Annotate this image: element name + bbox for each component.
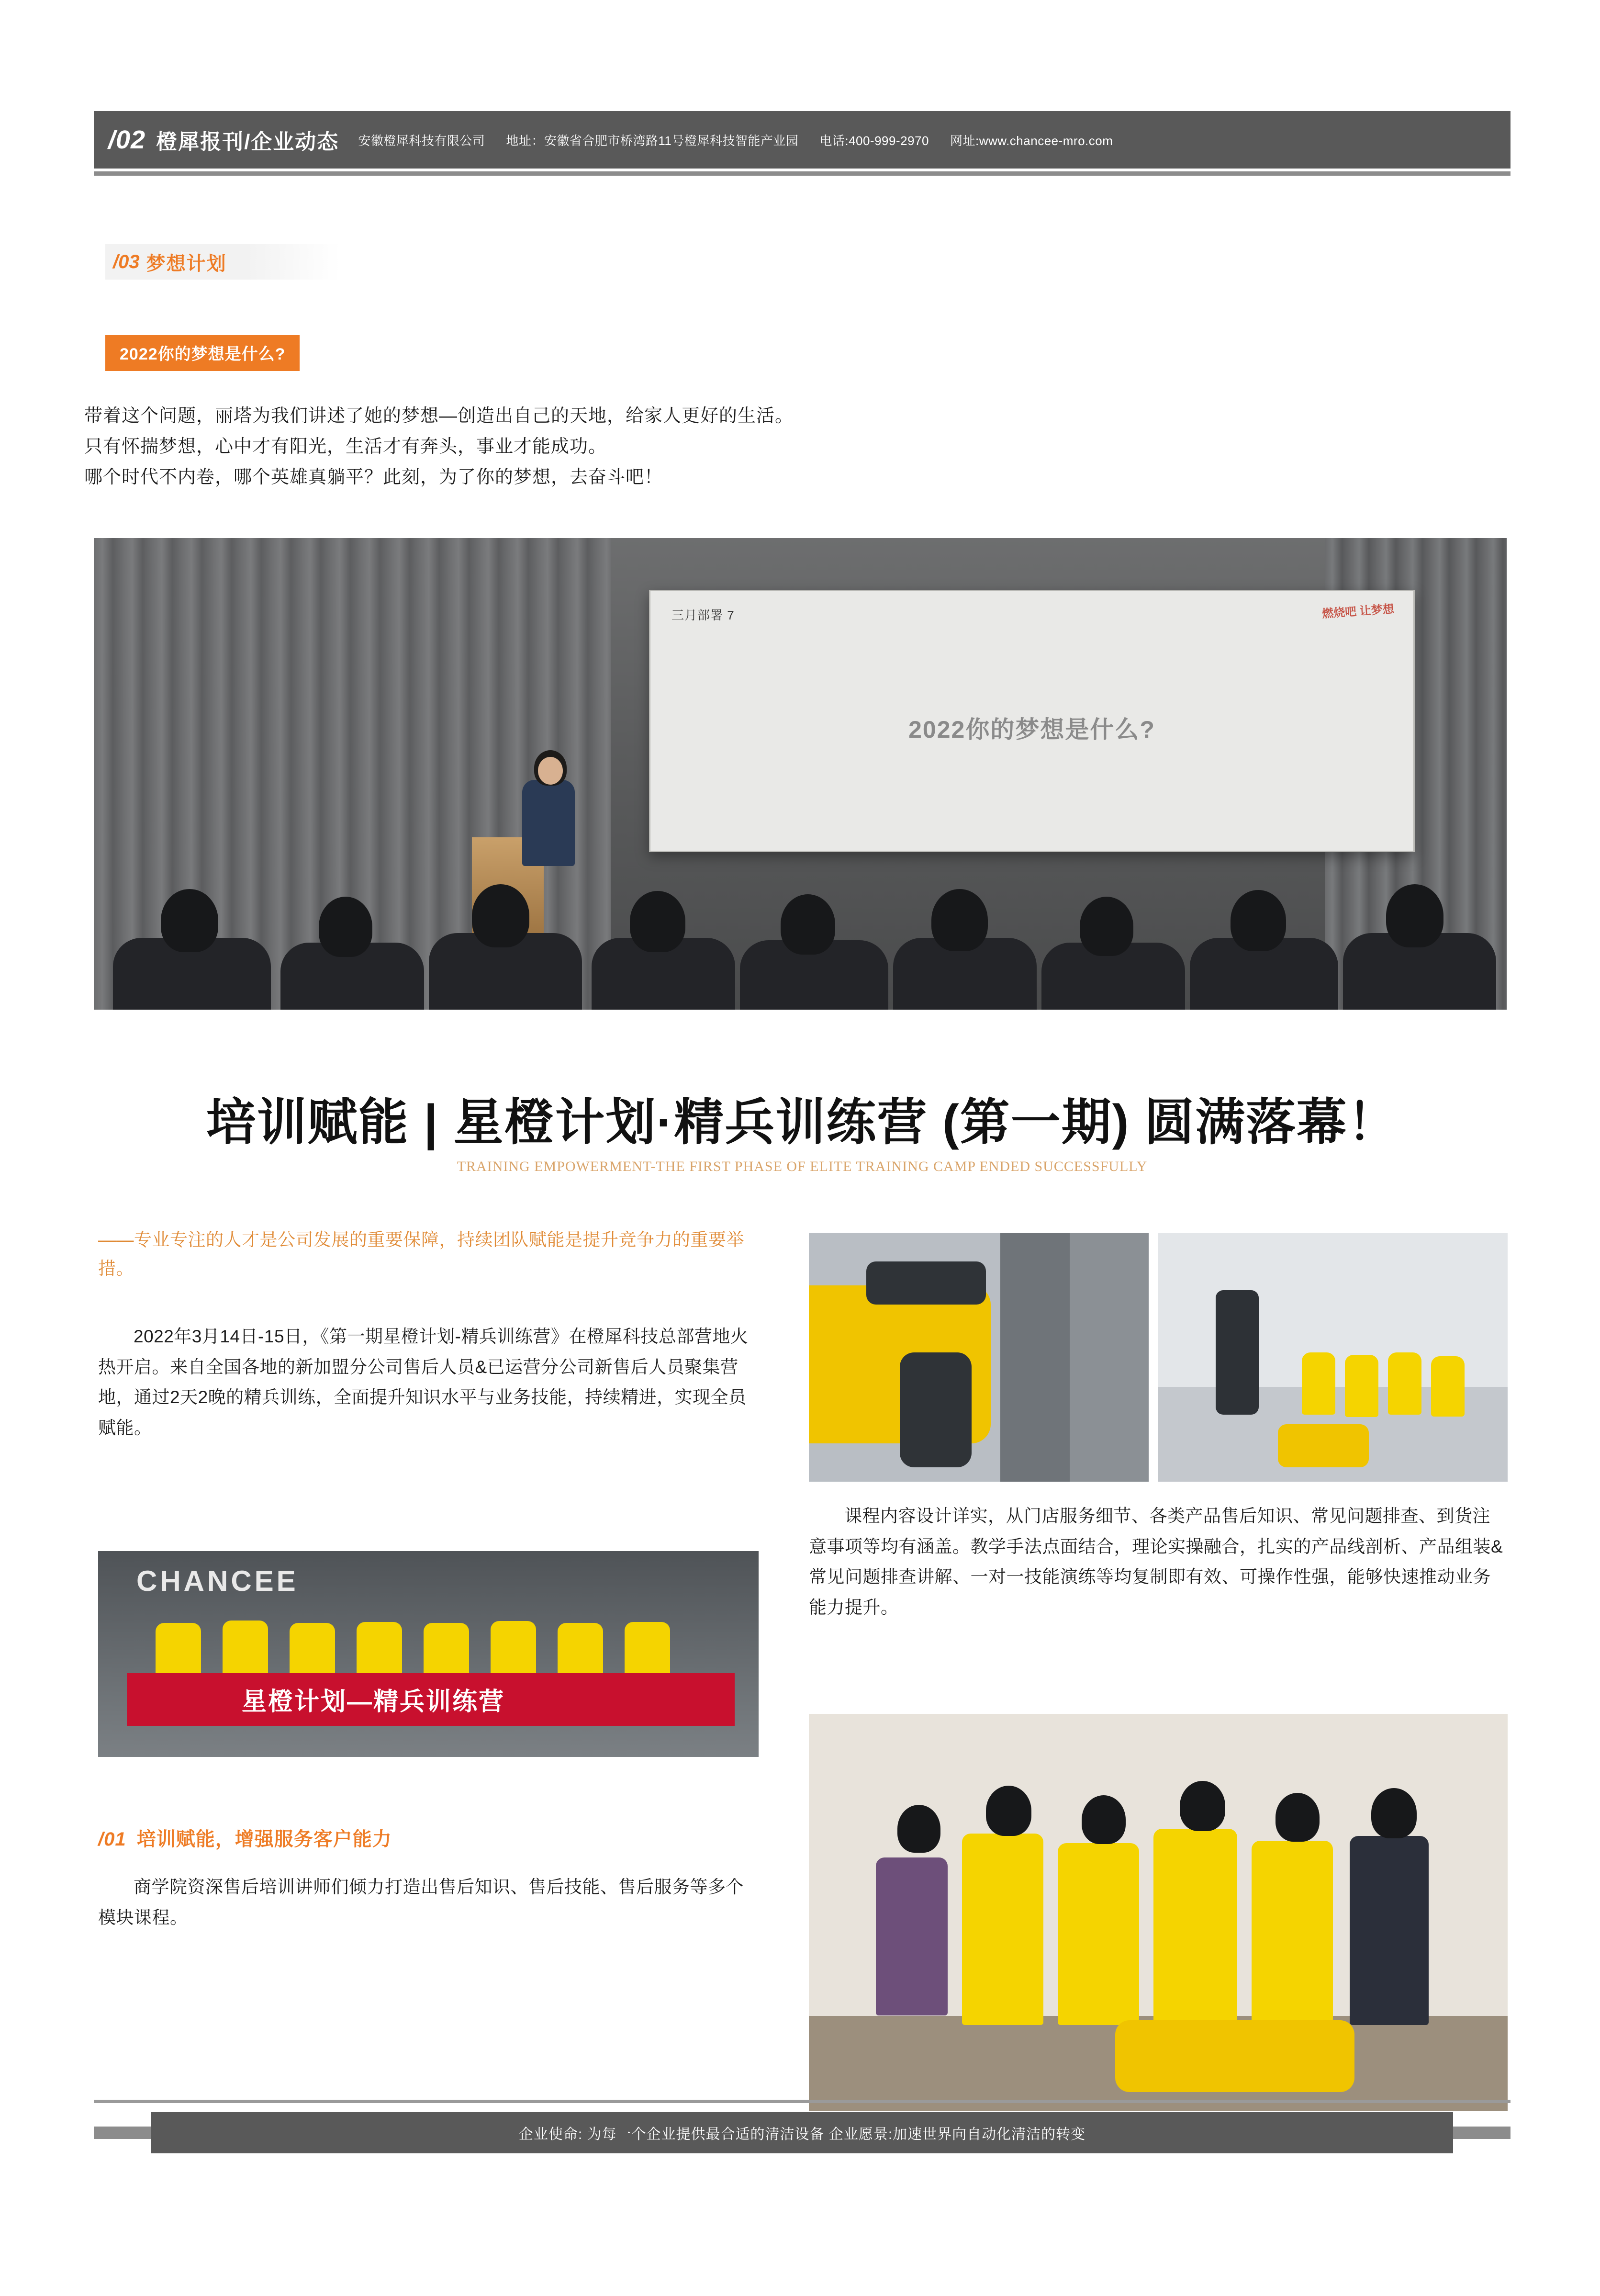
feature-right-paragraph: 课程内容设计详实，从门店服务细节、各类产品售后知识、常见问题排查、到货注意事项等均有涵盖。教学手法点面结合，理论实操融合，扎实的产品线剖析、产品组装&常见问题排查讲解、一对一技能演练等均复制即有效、可操作性强，能够快速推动业务能力提升。 xyxy=(809,1506,1503,1617)
page-footer xyxy=(94,2112,1510,2153)
hero-speaker-head xyxy=(538,757,563,785)
feature-left-paragraph-2: 商学院资深售后培训讲师们倾力打造出售后知识、售后技能、售后服务等多个模块课程。 xyxy=(98,1877,744,1927)
hero-screen-header-text: 三月部署 7 xyxy=(671,608,735,622)
feature-subhead-number: /01 xyxy=(98,1829,126,1850)
header-website: 网址:www.chancee-mro.com xyxy=(950,133,1113,148)
hero-screen-title-text: 2022你的梦想是什么? xyxy=(908,716,1155,743)
section-paragraph-line-1: 带着这个问题，丽塔为我们讲述了她的梦想—创造出自己的天地，给家人更好的生活。 xyxy=(84,406,794,426)
header-meta xyxy=(358,131,1113,149)
hero-photo xyxy=(94,538,1507,1010)
photo-room xyxy=(1158,1233,1508,1482)
hero-screen-logo-text: 燃烧吧 让梦想 xyxy=(1321,602,1395,621)
header-title: 橙犀报刊/企业动态 xyxy=(156,130,339,154)
footer-cap-left xyxy=(94,2127,151,2139)
page-header xyxy=(94,111,1510,169)
section-label: 梦想计划 xyxy=(146,253,227,274)
section-paragraph-line-3: 哪个时代不内卷，哪个英雄真躺平？此刻，为了你的梦想，去奋斗吧！ xyxy=(84,467,663,487)
header-company: 安徽橙犀科技有限公司 xyxy=(358,133,485,148)
photo-banner: CHANCEE 星橙计划—精兵训练营 xyxy=(98,1551,759,1757)
hero-speaker-body xyxy=(522,780,575,866)
header-address: 地址：安徽省合肥市桥湾路11号橙犀科技智能产业园 xyxy=(506,133,799,148)
feature-subhead-label: 培训赋能，增强服务客户能力 xyxy=(136,1829,392,1850)
header-rule xyxy=(94,171,1510,176)
section-tag xyxy=(105,244,340,280)
section-pill: 2022你的梦想是什么? xyxy=(105,335,300,371)
footer-rule xyxy=(94,2100,1510,2103)
feature-lead: ——专业专注的人才是公司发展的重要保障，持续团队赋能是提升竞争力的重要举措。 xyxy=(98,1230,744,1278)
feature-subtitle: TRAINING EMPOWERMENT-THE FIRST PHASE OF ELITE TRAINING CAMP ENDED SUCCESSFULLY xyxy=(457,1159,1148,1174)
hero-audience xyxy=(94,880,1507,1010)
feature-left-paragraph: 2022年3月14日-15日，《第一期星橙计划-精兵训练营》在橙犀科技总部营地火热开启。来自全国各地的新加盟分公司售后人员&已运营分公司新售后人员聚集营地，通过2天2晚的精兵训练，全面提升知识水平与业务技能，持续精进，实现全员赋能。 xyxy=(98,1327,749,1438)
feature-subhead xyxy=(98,1824,392,1851)
header-page-number: /02 xyxy=(108,125,146,154)
footer-cap-right xyxy=(1453,2127,1510,2139)
header-bar xyxy=(94,111,1510,169)
section-paragraph-line-2: 只有怀揣梦想，心中才有阳光，生活才有奔头，事业才能成功。 xyxy=(84,436,607,457)
section-paragraph xyxy=(84,401,1501,493)
footer-text: 企业使命: 为每一个企业提供最合适的清洁设备 企业愿景:加速世界向自动化清洁的转变 xyxy=(151,2112,1453,2153)
header-phone: 电话:400-999-2970 xyxy=(819,133,929,148)
hero-projection-screen xyxy=(649,590,1415,852)
section-number: /03 xyxy=(113,251,140,272)
photo-machine xyxy=(809,1233,1149,1482)
photo-group xyxy=(809,1714,1508,2111)
feature-title: 培训赋能 | 星橙计划·精兵训练营 (第一期) 圆满落幕！ xyxy=(206,1095,1399,1150)
